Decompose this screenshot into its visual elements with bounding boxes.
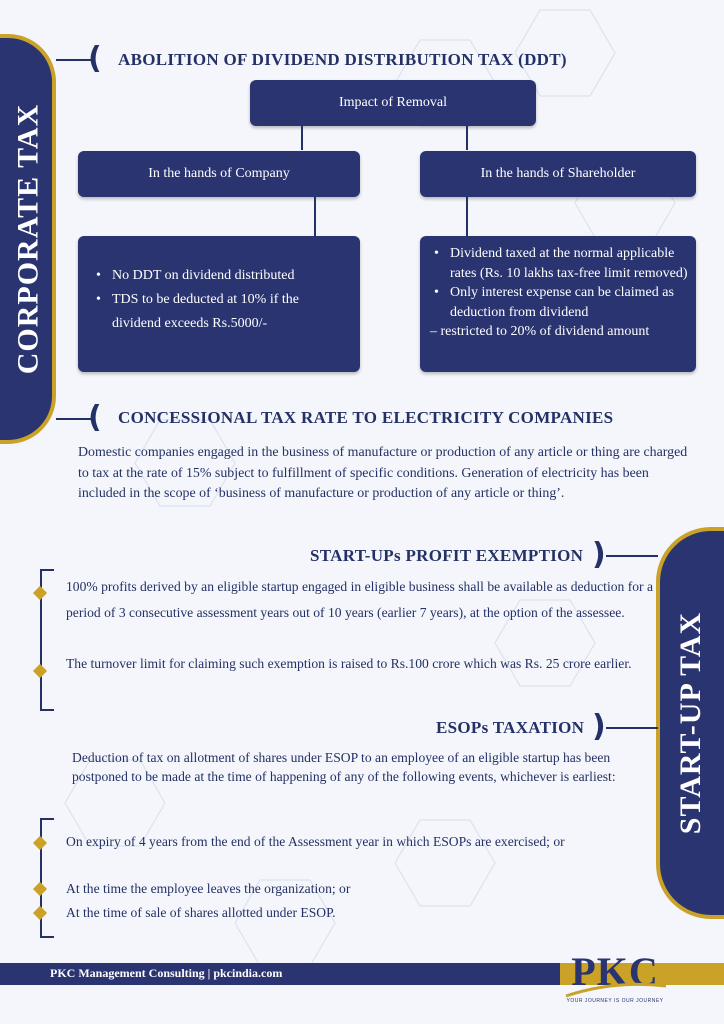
connector-right-bottom: [466, 197, 468, 236]
company-point: • TDS to be deducted at 10% if the dividend exceeds Rs.5000/-: [92, 288, 350, 336]
shareholder-point: • Only interest expense can be claimed as deduction from dividend: [430, 283, 690, 322]
shareholder-title: In the hands of Shareholder: [480, 166, 636, 181]
electricity-heading: CONCESSIONAL TAX RATE TO ELECTRICITY COMPANIES: [118, 408, 614, 427]
shareholder-point: • Dividend taxed at the normal applicable rates (Rs. 10 lakhs tax-free limit removed): [430, 244, 690, 283]
esop-point: On expiry of 4 years from the end of the Assessment year in which ESOPs are exercised; or: [66, 834, 565, 849]
impact-of-removal-box: [250, 80, 536, 126]
electricity-body: Domestic companies engaged in the business of manufacture or production of any article or thing are charged to tax at the rate of 15% subject to fulfillment of specific conditions. Generation of electricity has been included in the scope of ‘business of manufacture or production of any article or thing’.: [78, 445, 688, 501]
connector-left-top: [301, 126, 303, 150]
esop-point: At the time of sale of shares allotted under ESOP.: [66, 905, 336, 920]
company-points-box: [78, 236, 360, 372]
esop-heading: ESOPs TAXATION: [436, 718, 585, 737]
startup-tax-label: START-UP TAX: [674, 611, 707, 835]
company-point: • No DDT on dividend distributed: [92, 264, 350, 288]
esop-points-list: [40, 818, 660, 938]
startup-heading-bracket: ): [592, 537, 606, 572]
company-box: [78, 151, 360, 197]
ddt-heading: ABOLITION OF DIVIDEND DISTRIBUTION TAX (DDT): [118, 50, 567, 69]
esop-heading-bracket: ): [592, 709, 606, 744]
pkc-logo-word: PKC: [571, 949, 659, 994]
startup-point: The turnover limit for claiming such exemption is raised to Rs.100 crore which was Rs. 25 crore earlier.: [66, 656, 632, 671]
esop-intro: Deduction of tax on allotment of shares under ESOP to an employee of an eligible startup has been postponed to be made at the time of happening of any of the following events, whichever is earliest:: [72, 750, 616, 784]
startup-points-list: [40, 569, 660, 711]
footer-text: PKC Management Consulting | pkcindia.com: [50, 966, 283, 980]
esop-point: At the time the employee leaves the organization; or: [66, 881, 351, 896]
connector-left-bottom: [314, 197, 316, 236]
pkc-logo-tagline: YOUR JOURNEY IS OUR JOURNEY: [566, 998, 664, 1004]
startup-heading-rule: [606, 555, 658, 557]
electricity-heading-bracket: (: [88, 400, 102, 435]
startup-heading: START-UPs PROFIT EXEMPTION: [310, 546, 584, 565]
shareholder-points-box: [420, 236, 696, 372]
corporate-tax-tab: [0, 34, 56, 444]
logo-swoosh-icon: [564, 982, 668, 998]
corporate-tax-label: CORPORATE TAX: [11, 103, 44, 375]
shareholder-tail: – restricted to 20% of dividend amount: [430, 324, 650, 339]
company-title: In the hands of Company: [148, 166, 290, 181]
connector-right-top: [466, 126, 468, 150]
startup-point: 100% profits derived by an eligible startup engaged in eligible business shall be available as deduction for a period of 3 consecutive assessment years out of 10 years (earlier 7 years), at the option of the assessee.: [66, 579, 654, 620]
ddt-heading-bracket: (: [88, 41, 102, 76]
shareholder-box: [420, 151, 696, 197]
esop-heading-rule: [606, 727, 658, 729]
impact-of-removal-label: Impact of Removal: [338, 95, 448, 110]
pkc-logo: [560, 948, 670, 1008]
startup-tax-tab: [656, 527, 724, 919]
